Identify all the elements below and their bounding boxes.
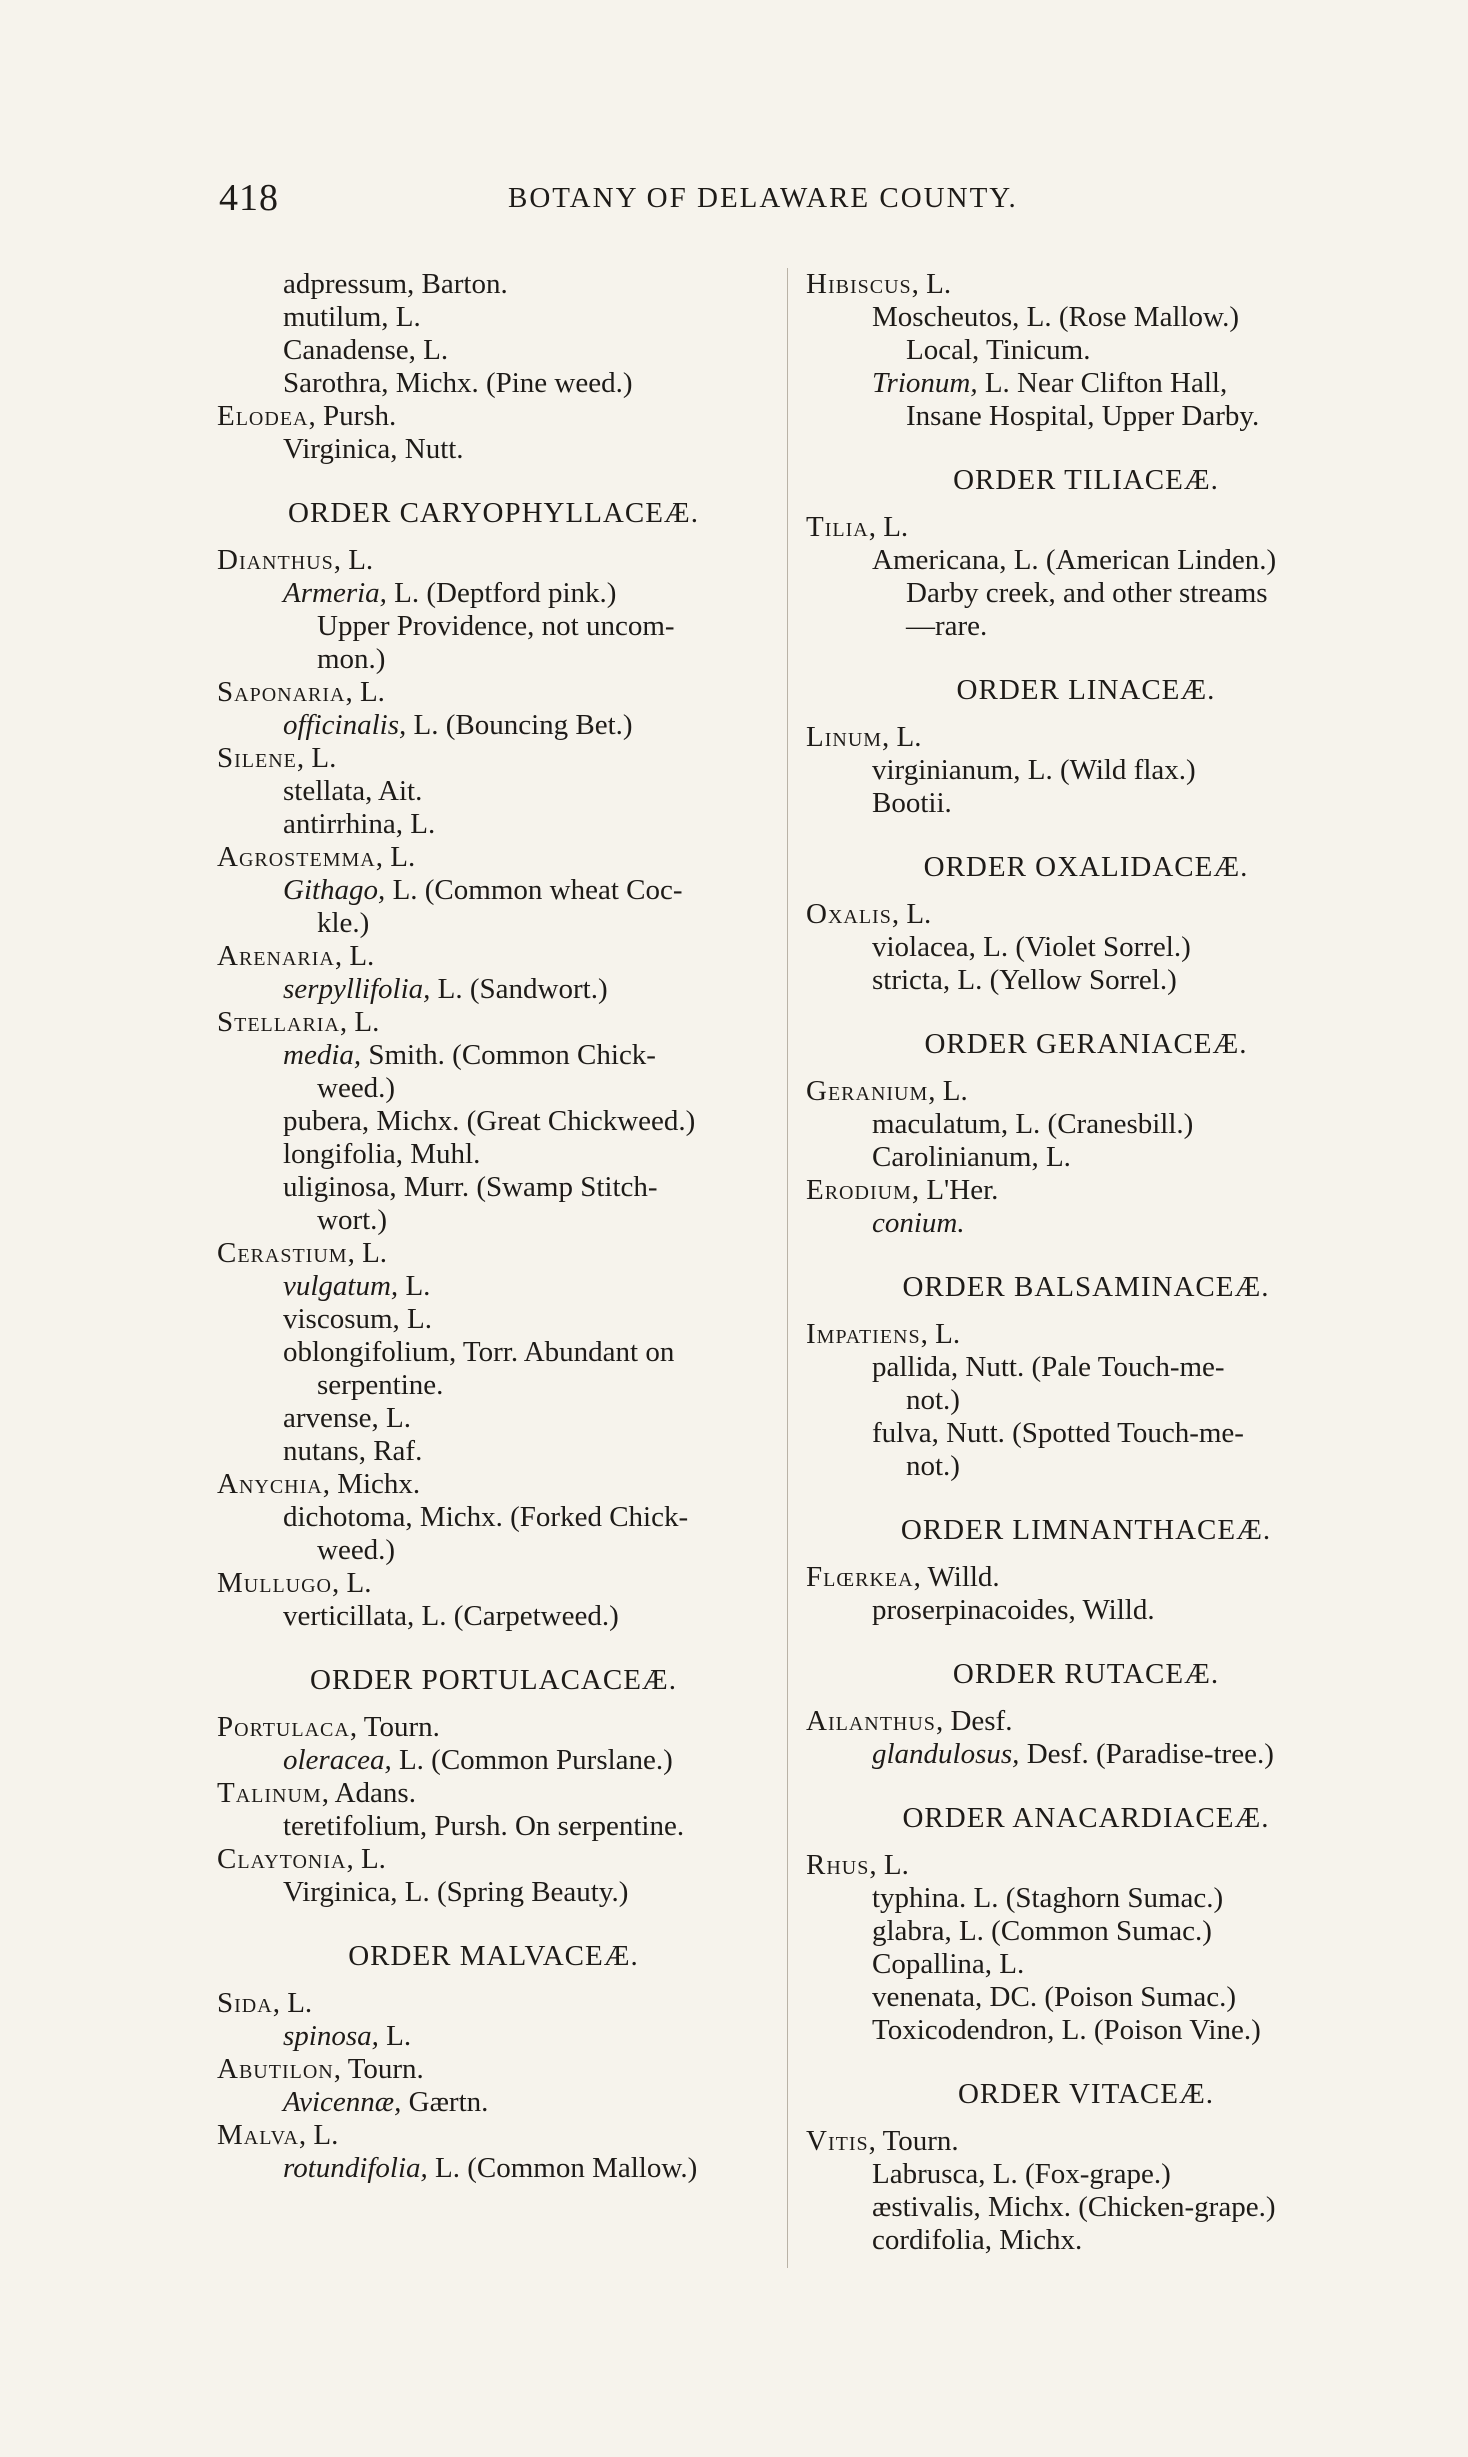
species-name: media, (283, 1039, 362, 1071)
genus-entry (806, 1849, 1366, 1882)
species-entry (217, 709, 770, 742)
genus-authority: , Pursh. (308, 400, 397, 432)
genus-entry (806, 511, 1366, 544)
running-title: BOTANY OF DELAWARE COUNTY. (508, 182, 1018, 214)
species-entry (806, 2014, 1366, 2047)
species-entry (217, 973, 770, 1006)
entry-continuation (217, 1534, 770, 1567)
entry-text: arvense, L. (283, 1402, 412, 1434)
genus-name: Impatiens (806, 1318, 921, 1350)
genus-entry (217, 841, 770, 874)
entry-text: L. (Common wheat Coc- (385, 874, 683, 906)
entry-text: æstivalis, Michx. (Chicken-grape.) (872, 2191, 1276, 2223)
species-entry (217, 1105, 770, 1138)
genus-entry (217, 742, 770, 775)
entry-text: weed.) (317, 1534, 396, 1566)
species-entry (806, 1417, 1366, 1450)
genus-name: Arenaria (217, 940, 335, 972)
species-entry (217, 808, 770, 841)
entry-text: mon.) (317, 643, 386, 675)
species-entry (217, 1171, 770, 1204)
genus-entry (217, 1711, 770, 1744)
genus-authority: , L. (920, 1318, 961, 1350)
species-entry (806, 1108, 1366, 1141)
entry-text: not.) (906, 1384, 960, 1416)
entry-continuation (806, 1384, 1366, 1417)
entry-continuation (806, 577, 1366, 610)
species-entry (217, 874, 770, 907)
genus-entry (806, 1174, 1366, 1207)
order-heading: ORDER MALVACEÆ. (348, 1940, 639, 1972)
genus-entry (806, 1075, 1366, 1108)
species-entry (217, 1039, 770, 1072)
entry-text: Insane Hospital, Upper Darby. (906, 400, 1260, 432)
genus-authority: , L. (272, 1987, 313, 2019)
genus-entry (217, 940, 770, 973)
species-entry (806, 1738, 1366, 1771)
species-entry (806, 787, 1366, 820)
species-entry (217, 1810, 770, 1843)
entry-text: L. (Bouncing Bet.) (406, 709, 633, 741)
entry-text: Bootii. (872, 787, 952, 819)
entry-text: Gærtn. (401, 2086, 489, 2118)
genus-name: Geranium (806, 1075, 929, 1107)
species-entry (806, 964, 1366, 997)
entry-text: pallida, Nutt. (Pale Touch-me- (872, 1351, 1225, 1383)
genus-entry (806, 268, 1366, 301)
entry-text: Smith. (Common Chick- (361, 1039, 656, 1071)
genus-name: Anychia (217, 1468, 323, 1500)
genus-entry (806, 1705, 1366, 1738)
entry-text: viscosum, L. (283, 1303, 433, 1335)
genus-entry (217, 400, 770, 433)
species-entry (806, 2191, 1366, 2224)
genus-entry (806, 1561, 1366, 1594)
order-heading: ORDER LINACEÆ. (956, 674, 1216, 706)
genus-entry (217, 2119, 770, 2152)
page-number: 418 (219, 177, 279, 219)
species-entry (217, 1138, 770, 1171)
genus-authority: , Tourn. (868, 2125, 959, 2157)
entry-text: teretifolium, Pursh. On serpentine. (283, 1810, 685, 1842)
genus-authority: , L. (333, 544, 374, 576)
genus-name: Claytonia (217, 1843, 347, 1875)
genus-name: Saponaria (217, 676, 346, 708)
entry-text: wort.) (317, 1204, 388, 1236)
entry-text: virginianum, L. (Wild flax.) (872, 754, 1196, 786)
entry-text: not.) (906, 1450, 960, 1482)
entry-text: Copallina, L. (872, 1948, 1025, 1980)
genus-authority: , L. (891, 898, 932, 930)
order-heading: ORDER ANACARDIACEÆ. (902, 1802, 1270, 1834)
order-heading: ORDER BALSAMINACEÆ. (902, 1271, 1270, 1303)
entry-text: Virginica, Nutt. (283, 433, 464, 465)
entry-text: Sarothra, Michx. (Pine weed.) (283, 367, 633, 399)
entry-text: adpressum, Barton. (283, 268, 508, 300)
entry-text: serpentine. (317, 1369, 444, 1401)
genus-authority: , L. (869, 1849, 909, 1881)
order-heading: ORDER PORTULACACEÆ. (310, 1664, 677, 1696)
genus-authority: , L. (332, 1567, 372, 1599)
genus-name: Portulaca (217, 1711, 350, 1743)
genus-name: Talinum (217, 1777, 322, 1809)
genus-entry (217, 2053, 770, 2086)
species-entry (806, 1882, 1366, 1915)
genus-entry (806, 1318, 1366, 1351)
order-heading: ORDER LIMNANTHACEÆ. (900, 1514, 1272, 1546)
genus-name: Elodea (217, 400, 309, 432)
entry-text: L. (378, 2020, 412, 2052)
species-entry (217, 2086, 770, 2119)
entry-text: Labrusca, L. (Fox-grape.) (872, 2158, 1171, 2190)
order-heading: ORDER GERANIACEÆ. (924, 1028, 1248, 1060)
genus-name: Erodium (806, 1174, 912, 1206)
species-entry (217, 1600, 770, 1633)
entry-text: stricta, L. (Yellow Sorrel.) (872, 964, 1177, 996)
genus-name: Silene (217, 742, 297, 774)
genus-authority: , L. (882, 721, 922, 753)
species-entry (806, 2158, 1366, 2191)
entry-text: Upper Providence, not uncom- (317, 610, 675, 642)
species-entry (806, 1915, 1366, 1948)
genus-entry (217, 1237, 770, 1270)
genus-authority: , Desf. (935, 1705, 1013, 1737)
entry-continuation (217, 1204, 770, 1237)
entry-text: antirrhina, L. (283, 808, 436, 840)
species-name: rotundifolia, (283, 2152, 428, 2184)
entry-text: longifolia, Muhl. (283, 1138, 481, 1170)
species-entry (806, 1948, 1366, 1981)
genus-entry (806, 721, 1366, 754)
species-name: Avicennæ, (283, 2086, 402, 2118)
genus-authority: , Tourn. (349, 1711, 440, 1743)
entry-text: Americana, L. (American Linden.) (872, 544, 1277, 576)
genus-name: Mullugo (217, 1567, 332, 1599)
genus-name: Vitis (806, 2125, 869, 2157)
genus-entry (217, 1843, 770, 1876)
order-heading: ORDER TILIACEÆ. (953, 464, 1219, 496)
genus-authority: , L. (911, 268, 952, 300)
entry-text: venenata, DC. (Poison Sumac.) (872, 1981, 1237, 2013)
genus-name: Cerastium (217, 1237, 348, 1269)
species-entry (806, 2224, 1366, 2257)
entry-continuation (806, 610, 1366, 643)
entry-continuation (217, 610, 770, 643)
species-name: officinalis, (283, 709, 407, 741)
entry-continuation (217, 907, 770, 940)
species-entry (806, 754, 1366, 787)
entry-text: stellata, Ait. (283, 775, 423, 807)
genus-name: Rhus (806, 1849, 870, 1881)
genus-name: Dianthus (217, 544, 334, 576)
entry-text: oblongifolium, Torr. Abundant on (283, 1336, 675, 1368)
genus-name: Agrostemma (217, 841, 376, 873)
species-entry (217, 1270, 770, 1303)
genus-name: Flœrkea (806, 1561, 914, 1593)
genus-authority: , L. (347, 1237, 388, 1269)
species-entry (217, 433, 770, 466)
entry-text: fulva, Nutt. (Spotted Touch-me- (872, 1417, 1244, 1449)
genus-authority: , L. (345, 676, 385, 708)
species-entry (217, 2020, 770, 2053)
species-entry (217, 1501, 770, 1534)
species-entry (806, 1981, 1366, 2014)
species-entry (217, 1336, 770, 1369)
order-heading: ORDER RUTACEÆ. (952, 1658, 1220, 1690)
species-name: glandulosus, (872, 1738, 1020, 1770)
genus-name: Stellaria (217, 1006, 340, 1038)
species-name: Trionum, (872, 367, 978, 399)
genus-authority: , Adans. (321, 1777, 416, 1809)
species-entry (217, 577, 770, 610)
entry-text: glabra, L. (Common Sumac.) (872, 1915, 1212, 1947)
species-entry (217, 334, 770, 367)
genus-name: Ailanthus (806, 1705, 936, 1737)
genus-authority: , L. (346, 1843, 386, 1875)
genus-authority: , L. (928, 1075, 968, 1107)
entry-text: cordifolia, Michx. (872, 2224, 1083, 2256)
species-entry (217, 1876, 770, 1909)
species-entry (217, 775, 770, 808)
genus-name: Malva (217, 2119, 299, 2151)
entry-text: weed.) (317, 1072, 396, 1104)
species-entry (217, 1303, 770, 1336)
left-column (217, 268, 770, 2185)
entry-text: verticillata, L. (Carpetweed.) (283, 1600, 619, 1632)
entry-text: proserpinacoides, Willd. (872, 1594, 1155, 1626)
genus-name: Sida (217, 1987, 273, 2019)
entry-text: Local, Tinicum. (906, 334, 1091, 366)
genus-name: Hibiscus (806, 268, 912, 300)
genus-name: Oxalis (806, 898, 892, 930)
entry-text: Canadense, L. (283, 334, 449, 366)
species-name: Githago, (283, 874, 386, 906)
species-entry (806, 1207, 1366, 1240)
entry-text: mutilum, L. (283, 301, 421, 333)
genus-entry (217, 676, 770, 709)
entry-text: Virginica, L. (Spring Beauty.) (283, 1876, 629, 1908)
genus-authority: , L. (375, 841, 416, 873)
genus-authority: , Tourn. (333, 2053, 424, 2085)
entry-continuation (217, 1369, 770, 1402)
entry-text: Desf. (Paradise-tree.) (1019, 1738, 1274, 1770)
genus-authority: , L. (868, 511, 909, 543)
entry-text: —rare. (906, 610, 988, 642)
genus-entry (806, 898, 1366, 931)
genus-entry (806, 2125, 1366, 2158)
entry-continuation (806, 1450, 1366, 1483)
genus-name: Linum (806, 721, 883, 753)
species-name: Armeria, (283, 577, 387, 609)
species-name: serpyllifolia, (283, 973, 431, 1005)
genus-authority: , Michx. (322, 1468, 421, 1500)
genus-authority: , L. (298, 2119, 339, 2151)
order-heading: ORDER CARYOPHYLLACEÆ. (288, 497, 699, 529)
entry-text: dichotoma, Michx. (Forked Chick- (283, 1501, 689, 1533)
genus-name: Tilia (806, 511, 869, 543)
species-entry (806, 1594, 1366, 1627)
entry-text: L. (Common Purslane.) (391, 1744, 673, 1776)
species-name: conium. (872, 1207, 965, 1239)
species-entry (217, 2152, 770, 2185)
genus-entry (217, 1006, 770, 1039)
entry-text: kle.) (317, 907, 370, 939)
species-name: spinosa, (283, 2020, 379, 2052)
species-entry (806, 931, 1366, 964)
entry-text: L. (Deptford pink.) (386, 577, 617, 609)
entry-text: L. (398, 1270, 431, 1302)
species-entry (217, 301, 770, 334)
species-name: oleracea, (283, 1744, 392, 1776)
entry-text: uliginosa, Murr. (Swamp Stitch- (283, 1171, 658, 1203)
entry-continuation (217, 1072, 770, 1105)
entry-text: Moscheutos, L. (Rose Mallow.) (872, 301, 1240, 333)
species-entry (217, 1402, 770, 1435)
order-heading: ORDER OXALIDACEÆ. (923, 851, 1249, 883)
genus-authority: , L. (334, 940, 375, 972)
genus-authority: , Willd. (913, 1561, 1000, 1593)
species-name: vulgatum, (283, 1270, 399, 1302)
species-entry (217, 1744, 770, 1777)
genus-authority: , L'Her. (911, 1174, 999, 1206)
genus-entry (217, 1468, 770, 1501)
entry-text: nutans, Raf. (283, 1435, 423, 1467)
species-entry (806, 544, 1366, 577)
genus-entry (217, 1567, 770, 1600)
entry-text: pubera, Michx. (Great Chickweed.) (283, 1105, 696, 1137)
column-divider (787, 268, 788, 2268)
entry-continuation (806, 334, 1366, 367)
species-entry (806, 1141, 1366, 1174)
species-entry (217, 268, 770, 301)
entry-continuation (217, 643, 770, 676)
entry-text: L. Near Clifton Hall, (977, 367, 1228, 399)
genus-entry (217, 1777, 770, 1810)
right-column (806, 268, 1366, 2257)
entry-text: typhina. L. (Staghorn Sumac.) (872, 1882, 1224, 1914)
species-entry (217, 1435, 770, 1468)
entry-text: L. (Sandwort.) (430, 973, 608, 1005)
entry-text: Darby creek, and other streams (906, 577, 1268, 609)
genus-entry (217, 544, 770, 577)
order-heading: ORDER VITACEÆ. (957, 2078, 1215, 2110)
genus-entry (217, 1987, 770, 2020)
species-entry (806, 301, 1366, 334)
entry-continuation (806, 400, 1366, 433)
entry-text: maculatum, L. (Cranesbill.) (872, 1108, 1194, 1140)
entry-text: L. (Common Mallow.) (427, 2152, 698, 2184)
genus-name: Abutilon (217, 2053, 334, 2085)
species-entry (217, 367, 770, 400)
species-entry (806, 1351, 1366, 1384)
entry-text: violacea, L. (Violet Sorrel.) (872, 931, 1191, 963)
species-entry (806, 367, 1366, 400)
entry-text: Toxicodendron, L. (Poison Vine.) (872, 2014, 1261, 2046)
genus-authority: , L. (296, 742, 337, 774)
genus-authority: , L. (339, 1006, 380, 1038)
entry-text: Carolinianum, L. (872, 1141, 1071, 1173)
